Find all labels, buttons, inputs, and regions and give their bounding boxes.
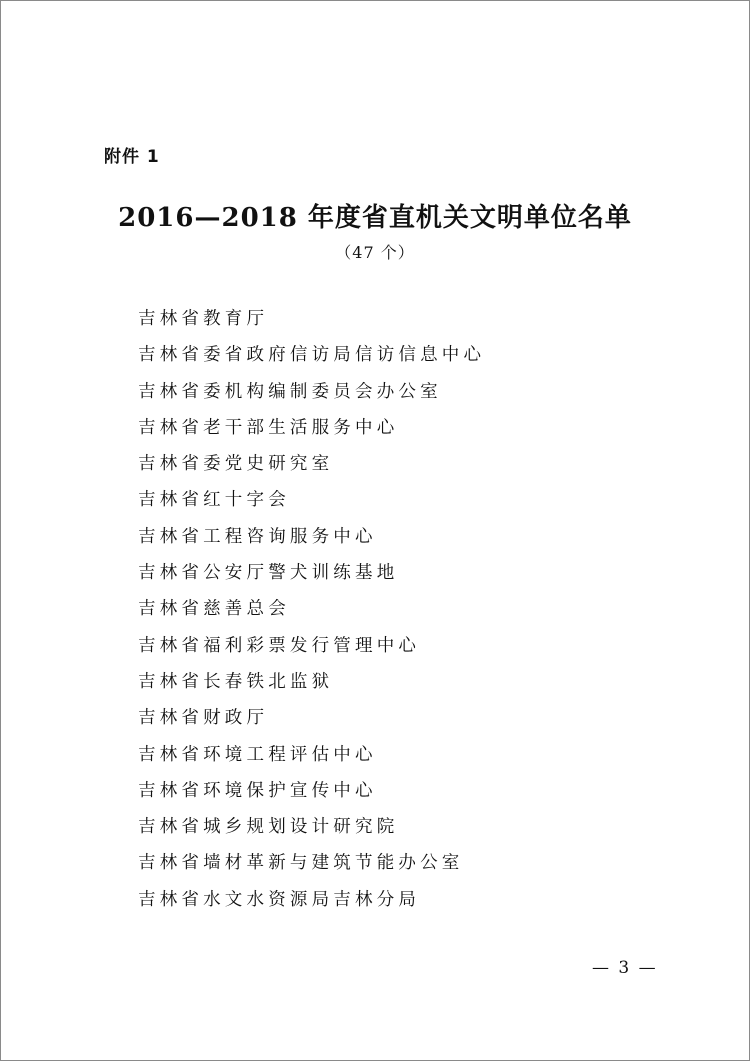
unit-list-item: 吉林省财政厅 <box>138 708 269 729</box>
unit-list-item: 吉林省环境工程评估中心 <box>138 744 377 765</box>
unit-list-item: 吉林省城乡规划设计研究院 <box>138 817 399 838</box>
unit-list-item: 吉林省公安厅警犬训练基地 <box>138 563 399 584</box>
unit-list-item: 吉林省墙材革新与建筑节能办公室 <box>138 853 464 874</box>
document-title: 2016—2018 年度省直机关文明单位名单 <box>118 203 632 233</box>
unit-list-item: 吉林省老干部生活服务中心 <box>138 417 399 438</box>
unit-list-item: 吉林省福利彩票发行管理中心 <box>138 635 421 656</box>
document-subtitle: （47 个） <box>335 243 415 262</box>
unit-list-item: 吉林省委党史研究室 <box>138 454 334 475</box>
unit-list-item: 吉林省环境保护宣传中心 <box>138 780 377 801</box>
unit-list-item: 吉林省红十字会 <box>138 490 290 511</box>
unit-list-item: 吉林省长春铁北监狱 <box>138 671 334 692</box>
unit-list-item: 吉林省委机构编制委员会办公室 <box>138 381 442 402</box>
unit-list-item: 吉林省水文水资源局吉林分局 <box>138 889 421 910</box>
unit-list <box>138 307 485 924</box>
unit-list-item: 吉林省慈善总会 <box>138 599 290 620</box>
unit-list-item: 吉林省教育厅 <box>138 309 269 329</box>
unit-list-item: 吉林省委省政府信访局信访信息中心 <box>138 345 486 366</box>
page-number: — 3 — <box>592 958 658 978</box>
attachment-label: 附件 1 <box>104 147 160 167</box>
unit-list-item: 吉林省工程咨询服务中心 <box>138 526 377 547</box>
